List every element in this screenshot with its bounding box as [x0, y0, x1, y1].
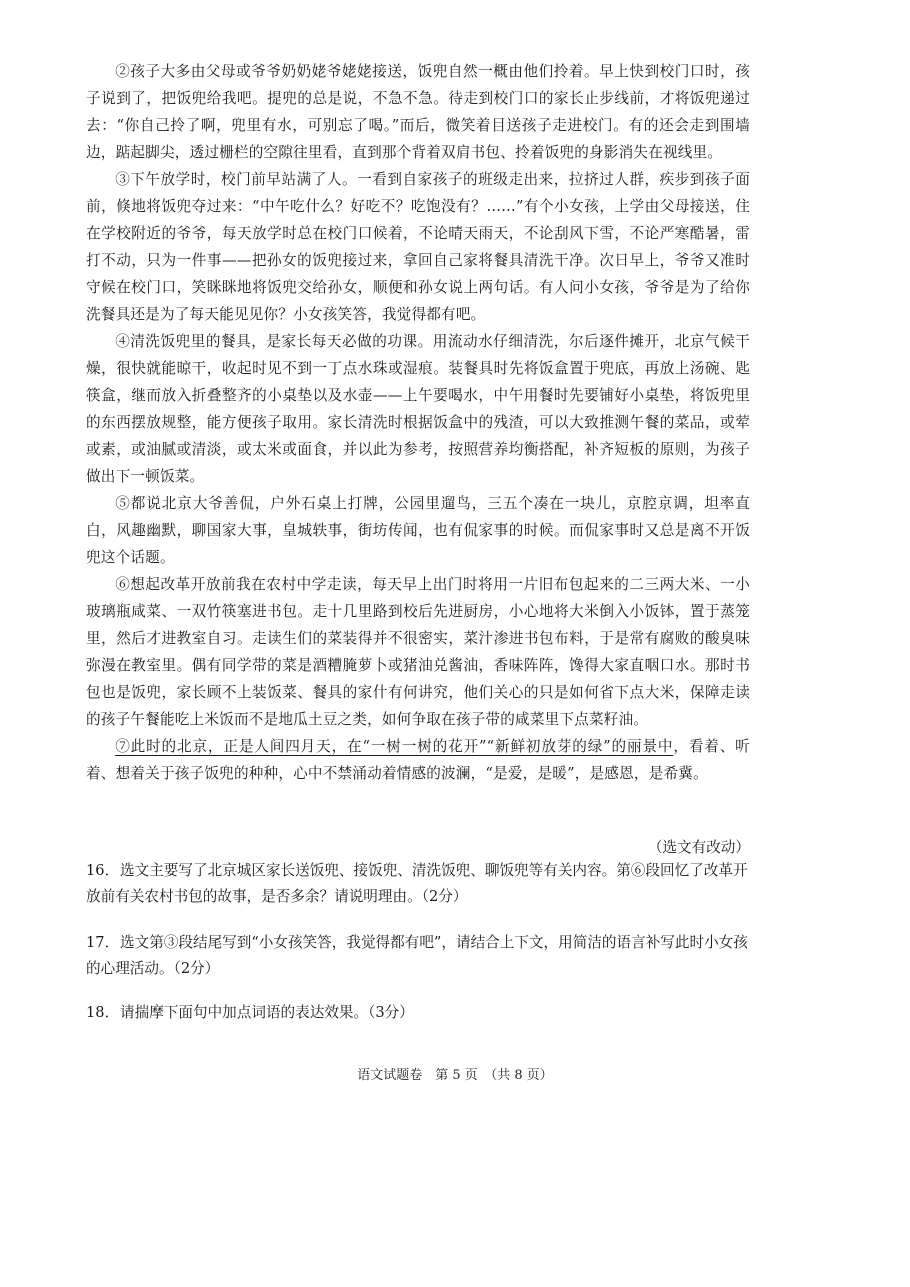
paragraph-7	[86, 733, 750, 787]
paragraph-4: ④清洗饭兜里的餐具，是家长每天必做的功课。用流动水仔细清洗，尔后逐件摊开，北京气候干燥，很快就能晾干，收起时见不到一丁点水珠或湿痕。装餐具时先将饭盒置于兜底，再放上汤碗、匙筷盒，继而放入折叠整齐的小桌垫以及水壶——上午要喝水，中午用餐时先要铺好小桌垫，将饭兜里的东西摆放规整，能方便孩子取用。家长清洗时根据饭盒中的残渣，可以大致推测午餐的菜品，或荤或素，或油腻或清淡，或太米或面食，并以此为参考，按照营养均衡搭配，补齐短板的原则，为孩子做出下一顿饭菜。	[86, 333, 750, 485]
question-number: 18．	[86, 1004, 120, 1021]
question-text: 请揣摩下面句中加点词语的表达效果。（3分）	[120, 1004, 414, 1021]
paragraph-6: ⑥想起改革开放前我在农村中学走读，每天早上出门时将用一片旧布包起来的二三两大米、一小玻璃瓶咸菜、一双竹筷塞进书包。走十几里路到校后先进厨房，小心地将大米倒入小饭钵，置于蒸笼里，然后才进教室自习。走读生们的菜装得并不很密实，菜汁渗进书包布料，于是常有腐败的酸臭味弥漫在教室里。偶有同学带的菜是酒糟腌萝卜或猪油兑酱油，香味阵阵，馋得大家直咽口水。那时书包也是饭兜，家长顾不上装饭菜、餐具的家什有何讲究，他们关心的只是如何省下点大米，保障走读的孩子午餐能吃上米饭而不是地瓜土豆之类，如何争取在孩子带的咸菜里下点菜籽油。	[86, 576, 750, 728]
question-number: 17．	[86, 934, 120, 951]
source-note: （选文有改动）	[647, 839, 750, 856]
question-text: 选文第③段结尾写到“小女孩笑答，我觉得都有吧”，请结合上下文，用简洁的语言补写此时小女孩的心理活动。（2分）	[86, 934, 748, 977]
page-footer: 语文试题卷 第 5 页 （共 8 页）	[357, 1068, 553, 1083]
question-17	[86, 930, 750, 982]
paragraph-5: ⑤都说北京大爷善侃，户外石桌上打牌，公园里遛鸟，三五个凑在一块儿，京腔京调，坦率直白，风趣幽默，聊国家大事，皇城轶事，街坊传闻，也有侃家事的时候。而侃家事时又总是离不开饭兜这个话题。	[86, 495, 750, 566]
paragraph-7-rest: ，看着、听着、想着关于孩子饭兜的种种，心中不禁涌动着情感的波澜，“是爱，是暖”，是感恩，是希冀。	[86, 738, 750, 782]
question-number: 16．	[86, 862, 120, 879]
question-18	[86, 1000, 750, 1026]
paragraph-2: ②孩子大多由父母或爷爷奶奶姥爷姥姥接送，饭兜自然一概由他们拎着。早上快到校门口时，孩子说到了，把饭兜给我吧。提兜的总是说，不急不急。待走到校门口的家长止步线前，才将饭兜递过去：“你自己拎了啊，兜里有水，可别忘了喝。”而后，微笑着目送孩子走进校门。有的还会走到围墙边，踮起脚尖，透过栅栏的空隙往里看，直到那个背着双肩书包、拎着饭兜的身影消失在视线里。	[86, 63, 750, 161]
question-16	[86, 858, 750, 910]
reading-passage	[86, 58, 750, 787]
question-text: 选文主要写了北京城区家长送饭兜、接饭兜、清洗饭兜、聊饭兜等有关内容。第⑥段回忆了改革开放前有关农村书包的故事，是否多余？请说明理由。（2分）	[86, 862, 748, 905]
paragraph-3: ③下午放学时，校门前早站满了人。一看到自家孩子的班级走出来，拉挤过人群，疾步到孩子面前，倏地将饭兜夺过来：“中午吃什么？好吃不？吃饱没有？……”有个小女孩，上学由父母接送，住在学校附近的爷爷，每天放学时总在校门口候着，不论晴天雨天，不论刮风下雪，不论严寒酷暑，雷打不动，只为一件事——把孙女的饭兜接过来，拿回自己家将餐具清洗干净。次日早上，爷爷又准时守候在校门口，笑眯眯地将饭兜交给孙女，顺便和孙女说上两句话。有人问小女孩，爷爷是为了给你洗餐具还是为了每天能见见你？小女孩笑答，我觉得都有吧。	[86, 171, 750, 323]
underlined-sentence: ⑦此时的北京，正是人间四月天，在“一树一树的花开”“新鲜初放芽的绿”的丽景中	[115, 738, 674, 755]
